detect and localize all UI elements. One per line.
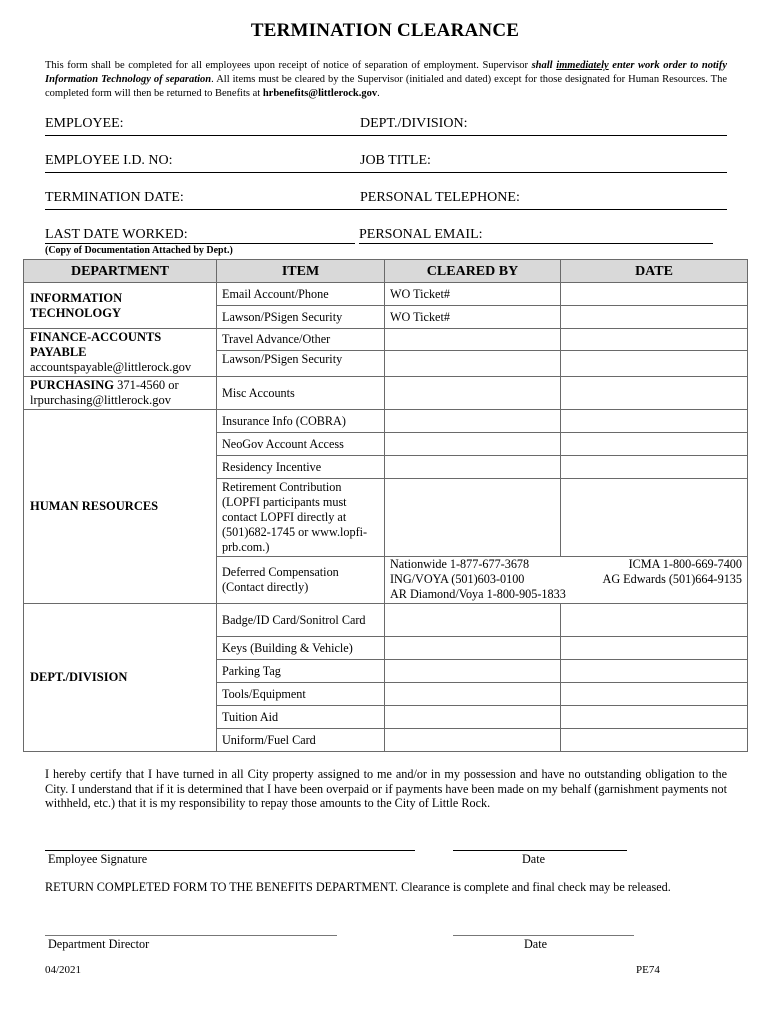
job-title-label: JOB TITLE:: [360, 153, 431, 168]
item-cell: Email Account/Phone: [217, 283, 385, 306]
director-date-label: Date: [524, 937, 548, 951]
cleared-by-cell[interactable]: [385, 604, 561, 637]
cleared-by-cell[interactable]: [385, 683, 561, 706]
date-cell[interactable]: [561, 706, 748, 729]
item-cell: Badge/ID Card/Sonitrol Card: [217, 604, 385, 637]
deferred-comp-contacts: [385, 557, 748, 604]
employee-date-line[interactable]: [453, 850, 627, 851]
date-cell[interactable]: [561, 604, 748, 637]
item-cell: Lawson/PSigen Security: [217, 351, 385, 377]
date-cell[interactable]: [561, 683, 748, 706]
cleared-by-cell[interactable]: [385, 729, 561, 752]
date-cell[interactable]: [561, 479, 748, 557]
cleared-by-cell[interactable]: [385, 377, 561, 410]
table-row: [24, 410, 748, 433]
item-cell: Travel Advance/Other: [217, 329, 385, 351]
cleared-by-cell[interactable]: [385, 433, 561, 456]
date-cell[interactable]: [561, 729, 748, 752]
contact-nationwide: Nationwide 1-877-677-3678: [390, 557, 530, 571]
termination-date-label: TERMINATION DATE:: [45, 190, 184, 205]
dept-division-label: DEPT./DIVISION:: [360, 116, 468, 131]
item-cell: Misc Accounts: [217, 377, 385, 410]
item-cell: Residency Incentive: [217, 456, 385, 479]
table-row: [24, 377, 748, 410]
date-cell[interactable]: [561, 410, 748, 433]
item-cell: Insurance Info (COBRA): [217, 410, 385, 433]
date-cell[interactable]: [561, 433, 748, 456]
header-item: ITEM: [217, 260, 385, 283]
date-cell[interactable]: [561, 306, 748, 329]
cleared-by-cell[interactable]: [385, 456, 561, 479]
return-instructions: RETURN COMPLETED FORM TO THE BENEFITS DEPARTMENT. Clearance is complete and final check may be released.: [45, 880, 671, 894]
item-cell: Tuition Aid: [217, 706, 385, 729]
form-number: PE74: [636, 964, 660, 976]
employee-id-line[interactable]: [45, 172, 727, 173]
item-cell: Tools/Equipment: [217, 683, 385, 706]
item-cell: Parking Tag: [217, 660, 385, 683]
contact-ing-voya: ING/VOYA (501)603-0100: [390, 572, 525, 586]
dept-information-technology: INFORMATION TECHNOLOGY: [24, 283, 217, 329]
clearance-table: [23, 259, 748, 752]
date-cell[interactable]: [561, 329, 748, 351]
page-title: TERMINATION CLEARANCE: [250, 20, 520, 41]
personal-email-label: PERSONAL EMAIL:: [359, 227, 483, 242]
contact-ag-edwards: AG Edwards (501)664-9135: [602, 572, 742, 586]
director-date-line[interactable]: [453, 935, 634, 936]
date-cell[interactable]: [561, 377, 748, 410]
header-date: DATE: [561, 260, 748, 283]
cleared-by-cell[interactable]: [385, 410, 561, 433]
date-cell[interactable]: [561, 637, 748, 660]
personal-telephone-label: PERSONAL TELEPHONE:: [360, 190, 520, 205]
purchasing-dept-name: PURCHASING: [30, 378, 115, 392]
termination-date-line[interactable]: [45, 209, 727, 210]
cleared-by-cell[interactable]: [385, 329, 561, 351]
director-signature-line[interactable]: [45, 935, 337, 936]
item-cell: Uniform/Fuel Card: [217, 729, 385, 752]
last-date-worked-line[interactable]: [45, 243, 355, 244]
finance-dept-name: FINANCE-ACCOUNTS PAYABLE: [30, 330, 162, 359]
employee-label: EMPLOYEE:: [45, 116, 124, 131]
employee-line[interactable]: [45, 135, 727, 136]
dept-dept-division: DEPT./DIVISION: [24, 604, 217, 752]
employee-signature-line[interactable]: [45, 850, 415, 851]
table-header-row: [24, 260, 748, 283]
cleared-by-cell[interactable]: [385, 637, 561, 660]
cleared-by-cell[interactable]: [385, 660, 561, 683]
item-cell: Keys (Building & Vehicle): [217, 637, 385, 660]
date-cell[interactable]: [561, 660, 748, 683]
personal-email-line[interactable]: [359, 243, 713, 244]
dept-purchasing: [24, 377, 217, 410]
certification-text: I hereby certify that I have turned in all City property assigned to me and/or in my possession and have no outstanding obligation to the City. I understand that if it is determined that I have been overpaid or if payments have been made on my behalf (garnishment payments not withheld, etc.) that it is my responsibility to repay those amounts to the City of Little Rock.: [45, 767, 727, 810]
date-cell[interactable]: [561, 351, 748, 377]
date-cell[interactable]: [561, 283, 748, 306]
item-cell: Retirement Contribution (LOPFI participants must contact LOPFI directly at (501)682-1745 or www.lopfi-prb.com.): [217, 479, 385, 557]
table-row: [24, 604, 748, 637]
cleared-by-cell[interactable]: WO Ticket#: [385, 306, 561, 329]
intro-paragraph: This form shall be completed for all employees upon receipt of notice of separation of employment. Supervisor shall immediately enter work order to notify Information Technology of separation. All items must be cleared by the Supervisor (initialed and dated) except for those designated for Human Resources. The completed form will then be returned to Benefits at hrbenefits@littlerock.gov.: [45, 60, 728, 99]
header-department: DEPARTMENT: [24, 260, 217, 283]
contact-ar-diamond: AR Diamond/Voya 1-800-905-1833: [390, 587, 566, 601]
cleared-by-cell[interactable]: [385, 706, 561, 729]
table-row: [24, 329, 748, 351]
contact-icma: ICMA 1-800-669-7400: [628, 557, 742, 571]
dept-human-resources: HUMAN RESOURCES: [24, 410, 217, 604]
date-cell[interactable]: [561, 456, 748, 479]
table-row: [24, 283, 748, 306]
purchasing-contact: 371-4560 or lrpurchasing@littlerock.gov: [30, 378, 179, 407]
cleared-by-cell[interactable]: WO Ticket#: [385, 283, 561, 306]
header-cleared-by: CLEARED BY: [385, 260, 561, 283]
director-signature-label: Department Director: [48, 937, 150, 951]
item-cell: Deferred Compensation (Contact directly): [217, 557, 385, 604]
last-date-worked-label: LAST DATE WORKED:: [45, 227, 188, 242]
item-cell: NeoGov Account Access: [217, 433, 385, 456]
finance-email: accountspayable@littlerock.gov: [30, 360, 192, 374]
cleared-by-cell[interactable]: [385, 479, 561, 557]
cleared-by-cell[interactable]: [385, 351, 561, 377]
employee-date-label: Date: [522, 852, 546, 866]
employee-id-label: EMPLOYEE I.D. NO:: [45, 153, 173, 168]
dept-finance-accounts-payable: [24, 329, 217, 377]
copy-note: (Copy of Documentation Attached by Dept.): [45, 245, 233, 256]
revision-date: 04/2021: [45, 964, 82, 976]
item-cell: Lawson/PSigen Security: [217, 306, 385, 329]
employee-signature-label: Employee Signature: [48, 852, 148, 866]
